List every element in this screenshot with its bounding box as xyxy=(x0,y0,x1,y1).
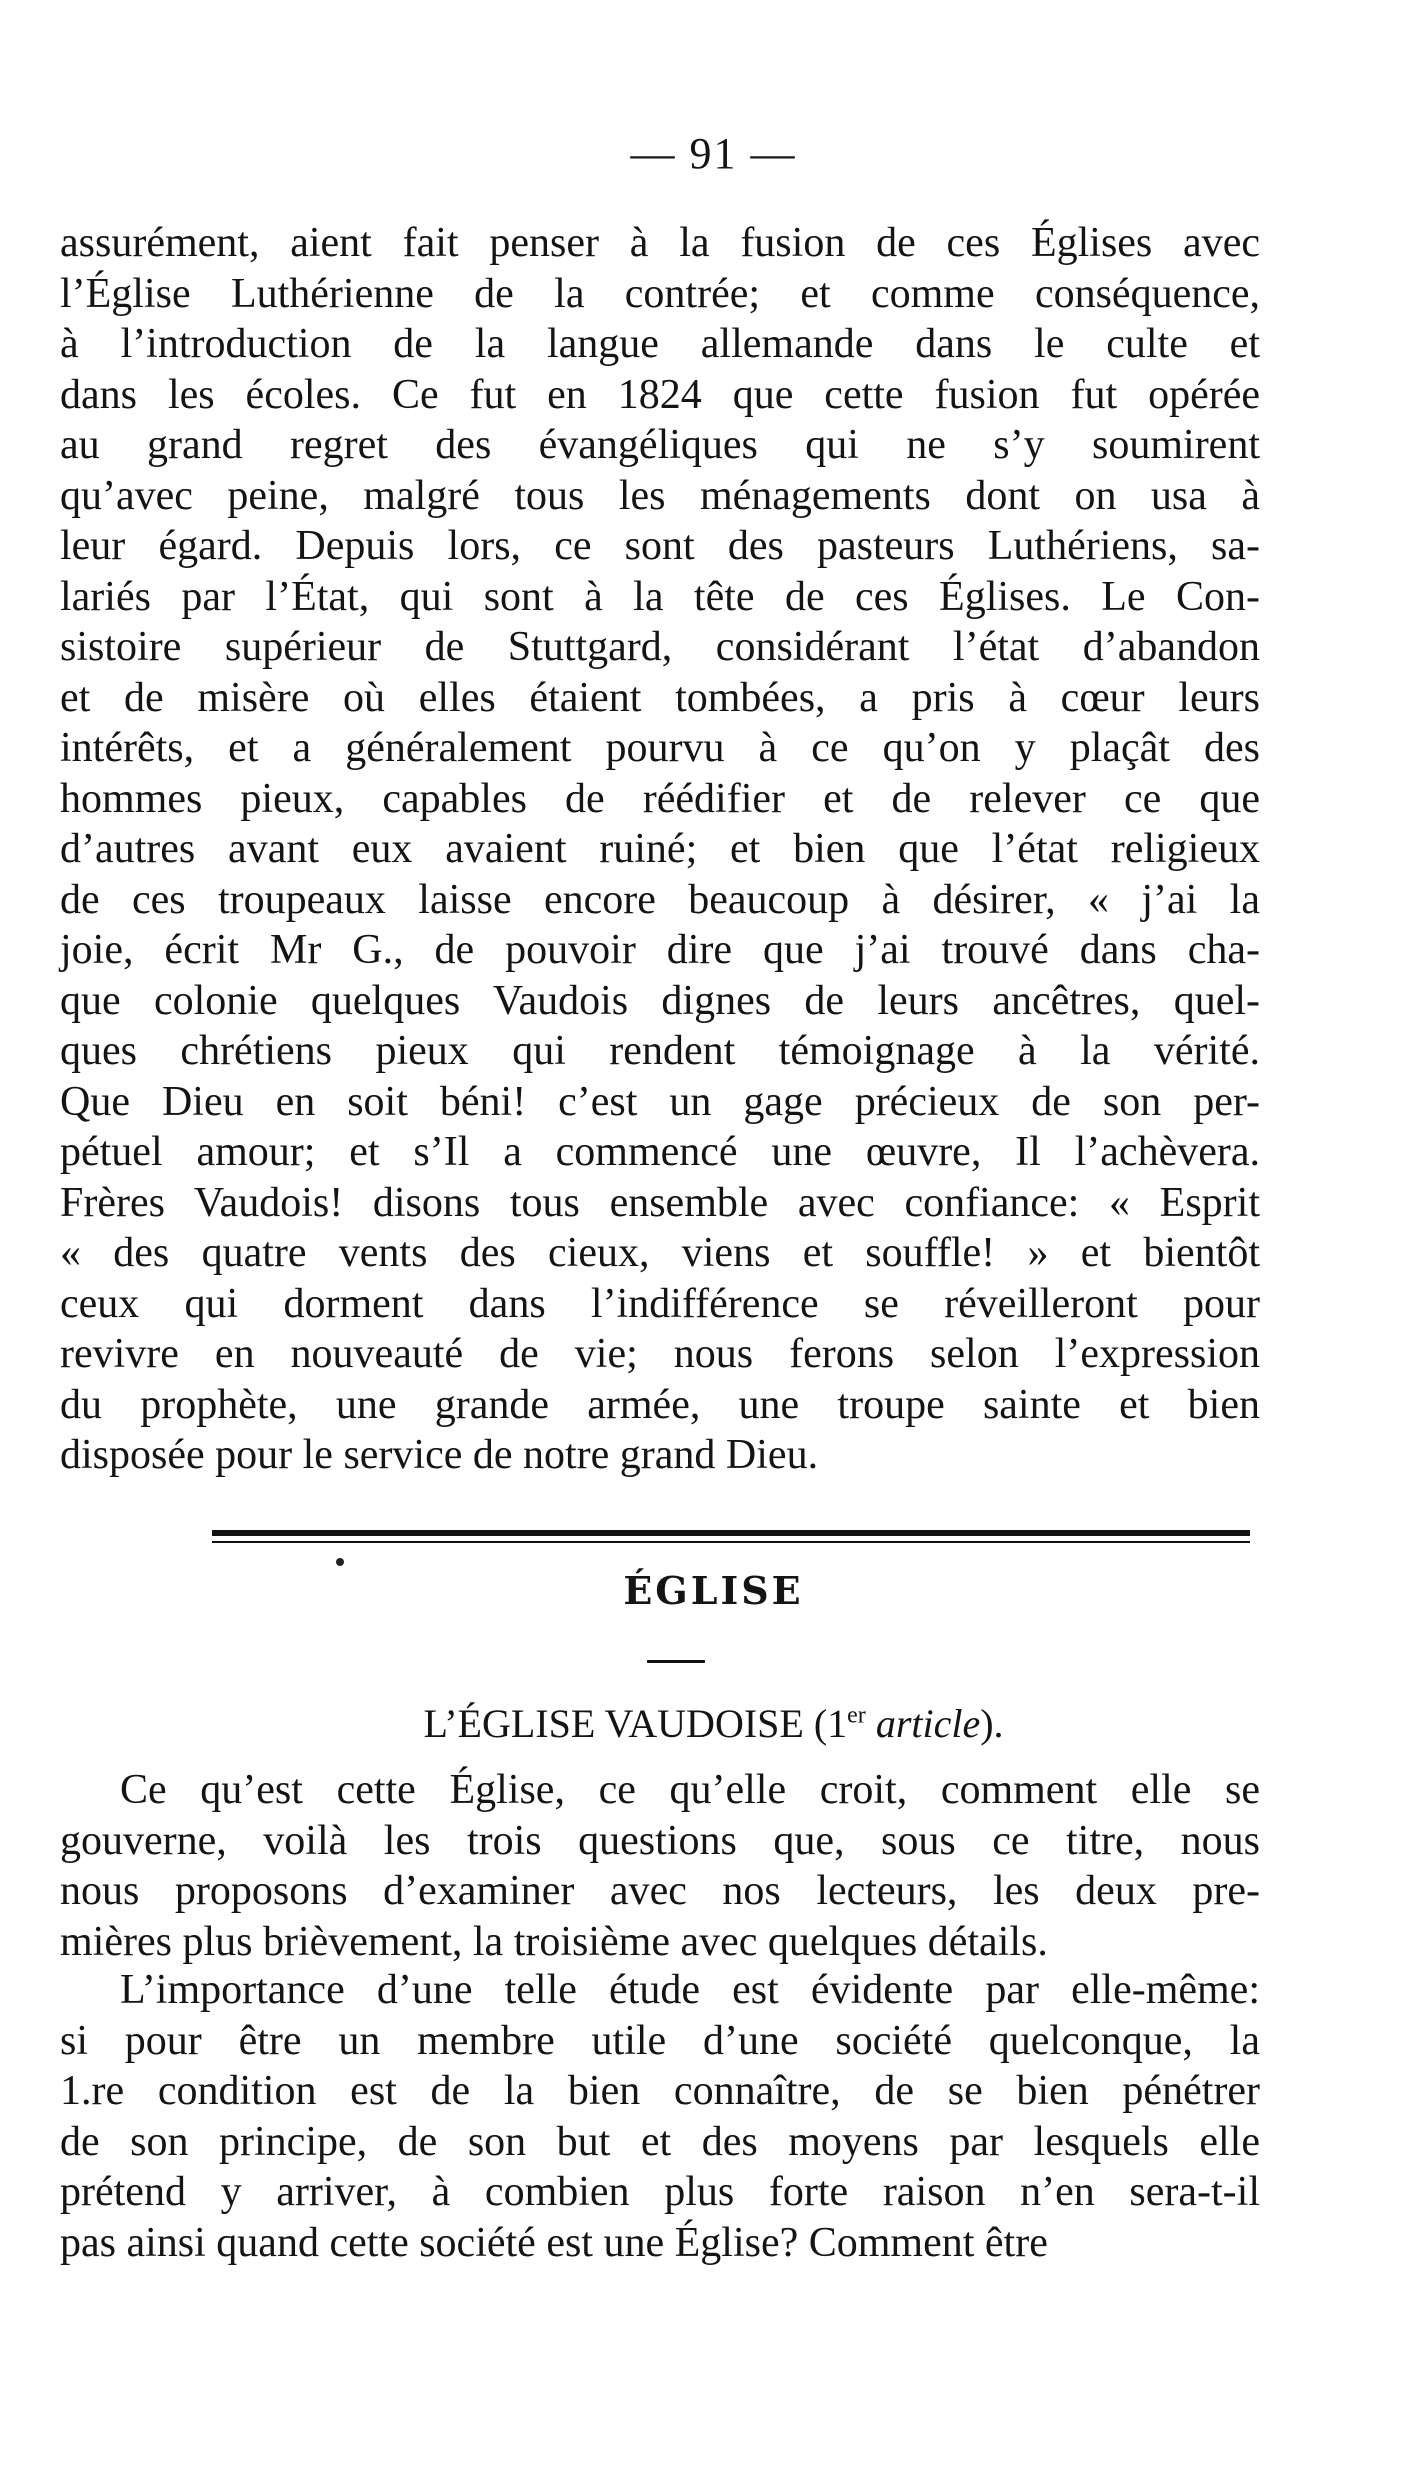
text-line: mières plus brièvement, la troisième avec quelques détails. xyxy=(60,1918,1048,1965)
text-line: intérêts, et a généralement pourvu à ce qu’on y plaçât des xyxy=(60,725,1260,771)
text-line: prétend y arriver, à combien plus forte raison n’en sera-t-il xyxy=(60,2169,1260,2215)
text-line: assurément, aient fait penser à la fusion de ces Églises avec xyxy=(60,220,1260,266)
text-line: lariés par l’État, qui sont à la tête de ces Églises. Le Con- xyxy=(60,573,1260,620)
text-line: qu’avec peine, malgré tous les ménagements dont on usa à xyxy=(60,472,1260,519)
section-divider-thin xyxy=(212,1541,1250,1543)
text-line: du prophète, une grande armée, une troupe sainte et bien xyxy=(60,1381,1260,1428)
article-title-end: ). xyxy=(980,1701,1004,1746)
text-line: leur égard. Depuis lors, ce sont des pasteurs Luthériens, sa- xyxy=(60,523,1260,569)
article-title xyxy=(0,1700,1427,1747)
text-line: pétuel amour; et s’Il a commencé une œuvre, Il l’achèvera. xyxy=(60,1129,1260,1175)
text-line: de son principe, de son but et des moyens par lesquels elle xyxy=(60,2118,1260,2165)
page-number: — 91 — xyxy=(630,129,797,178)
text-line: de ces troupeaux laisse encore beaucoup à désirer, « j’ai la xyxy=(60,876,1260,923)
text-line: l’Église Luthérienne de la contrée; et comme conséquence, xyxy=(60,270,1260,317)
text-line: Ce qu’est cette Église, ce qu’elle croit, comment elle se xyxy=(120,1767,1260,1813)
text-line: pas ainsi quand cette société est une Église? Comment être xyxy=(60,2219,1048,2266)
text-line: si pour être un membre utile d’une société quelconque, la xyxy=(60,2017,1260,2064)
article-title-italic: article xyxy=(875,1701,981,1746)
text-line: revivre en nouveauté de vie; nous ferons selon l’expression xyxy=(60,1331,1260,1377)
text-line: L’importance d’une telle étude est évidente par elle-même: xyxy=(120,1967,1260,2013)
paragraph-1 xyxy=(60,218,1260,1481)
text-line: au grand regret des évangéliques qui ne s’y soumirent xyxy=(60,422,1260,468)
text-line: que colonie quelques Vaudois dignes de leurs ancêtres, quel- xyxy=(60,977,1260,1024)
text-line: à l’introduction de la langue allemande dans le culte et xyxy=(60,321,1260,367)
text-line: Que Dieu en soit béni! c’est un gage précieux de son per- xyxy=(60,1078,1260,1125)
section-title: ÉGLISE xyxy=(623,1568,804,1613)
text-line: disposée pour le service de notre grand Dieu. xyxy=(60,1432,819,1478)
ink-dot xyxy=(336,1558,344,1566)
short-divider xyxy=(647,1660,705,1663)
article-title-sup: er xyxy=(847,1702,866,1729)
text-line: « des quatre vents des cieux, viens et souffle! » et bientôt xyxy=(60,1230,1260,1276)
text-line: 1.re condition est de la bien connaître, de se bien pénétrer xyxy=(60,2068,1260,2114)
text-line: sistoire supérieur de Stuttgard, considérant l’état d’abandon xyxy=(60,624,1260,670)
text-line: et de misère où elles étaient tombées, a pris à cœur leurs xyxy=(60,674,1260,721)
article-title-main: L’ÉGLISE VAUDOISE (1 xyxy=(423,1701,848,1746)
text-line: nous proposons d’examiner avec nos lecteurs, les deux pre- xyxy=(60,1868,1260,1914)
text-line: Frères Vaudois! disons tous ensemble avec confiance: « Esprit xyxy=(60,1179,1260,1226)
text-line: ceux qui dorment dans l’indifférence se réveilleront pour xyxy=(60,1280,1260,1327)
text-line: hommes pieux, capables de réédifier et de relever ce que xyxy=(60,775,1260,822)
text-line: gouverne, voilà les trois questions que, sous ce titre, nous xyxy=(60,1817,1260,1864)
text-line: d’autres avant eux avaient ruiné; et bien que l’état religieux xyxy=(60,826,1260,872)
section-divider-thick xyxy=(212,1530,1250,1536)
text-line: joie, écrit Mr G., de pouvoir dire que j’ai trouvé dans cha- xyxy=(60,927,1260,973)
paragraph-2 xyxy=(60,1765,1260,1967)
text-line: dans les écoles. Ce fut en 1824 que cette fusion fut opérée xyxy=(60,371,1260,418)
paragraph-3 xyxy=(60,1965,1260,2268)
text-line: ques chrétiens pieux qui rendent témoignage à la vérité. xyxy=(60,1028,1260,1074)
